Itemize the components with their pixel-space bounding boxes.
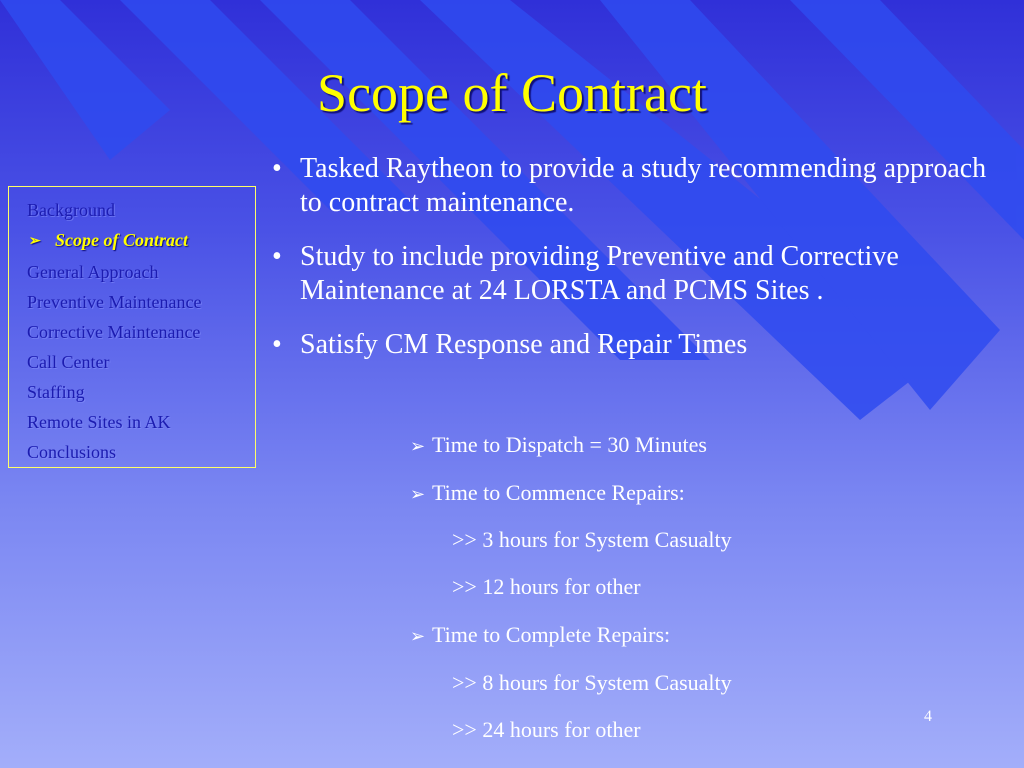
- toc-item-label: Remote Sites in AK: [27, 412, 171, 432]
- sub-sub-item: >> 12 hours for other: [452, 574, 641, 599]
- toc-item-scope-of-contract[interactable]: [9, 225, 255, 257]
- bullet-dot-icon: •: [272, 241, 282, 272]
- toc-item-label: Call Center: [27, 352, 110, 372]
- sub-item-text: Time to Dispatch = 30 Minutes: [432, 432, 707, 457]
- toc-item-label: Preventive Maintenance: [27, 292, 202, 312]
- bullet-item: [272, 240, 1012, 308]
- arrow-bullet-icon: ➢: [410, 626, 426, 646]
- toc-item-label: Background: [27, 200, 115, 220]
- sub-sub-item: >> 8 hours for System Casualty: [452, 670, 732, 695]
- page-number: 4: [924, 708, 932, 725]
- toc-item-label: Corrective Maintenance: [27, 322, 201, 342]
- bullet-dot-icon: •: [272, 329, 282, 360]
- sub-item: [410, 480, 685, 506]
- toc-item-background[interactable]: [9, 195, 255, 225]
- arrow-bullet-icon: ➢: [410, 484, 426, 504]
- sub-item-text: Time to Commence Repairs:: [432, 480, 685, 505]
- bullet-dot-icon: •: [272, 153, 282, 184]
- sub-sub-item: >> 3 hours for System Casualty: [452, 527, 732, 552]
- toc-item-corrective-maintenance[interactable]: [9, 317, 255, 347]
- sub-item: [410, 432, 707, 458]
- toc-item-conclusions[interactable]: [9, 437, 255, 467]
- bullet-item: [272, 152, 1012, 220]
- bullet-item: [272, 328, 1012, 362]
- toc-item-preventive-maintenance[interactable]: [9, 287, 255, 317]
- arrow-bullet-icon: ➢: [410, 436, 426, 456]
- toc-item-staffing[interactable]: [9, 377, 255, 407]
- toc-item-general-approach[interactable]: [9, 257, 255, 287]
- table-of-contents: [8, 186, 256, 468]
- sub-item-text: Time to Complete Repairs:: [432, 622, 671, 647]
- toc-item-label: General Approach: [27, 262, 159, 282]
- bullet-text: Study to include providing Preventive and Corrective Maintenance at 24 LORSTA and PCMS Sites .: [300, 241, 899, 306]
- sub-item: [410, 622, 670, 648]
- arrow-bullet-icon: ➢: [29, 234, 41, 249]
- bullet-text: Satisfy CM Response and Repair Times: [300, 329, 748, 360]
- toc-item-label: Staffing: [27, 382, 85, 402]
- toc-item-remote-sites[interactable]: [9, 407, 255, 437]
- bullet-list: [272, 152, 1012, 382]
- bullet-text: Tasked Raytheon to provide a study recommending approach to contract maintenance.: [300, 153, 987, 218]
- slide-title: Scope of Contract: [317, 63, 707, 123]
- toc-item-label: Scope of Contract: [55, 230, 188, 250]
- sub-sub-item: >> 24 hours for other: [452, 717, 641, 742]
- toc-item-label: Conclusions: [27, 442, 117, 462]
- toc-item-call-center[interactable]: [9, 347, 255, 377]
